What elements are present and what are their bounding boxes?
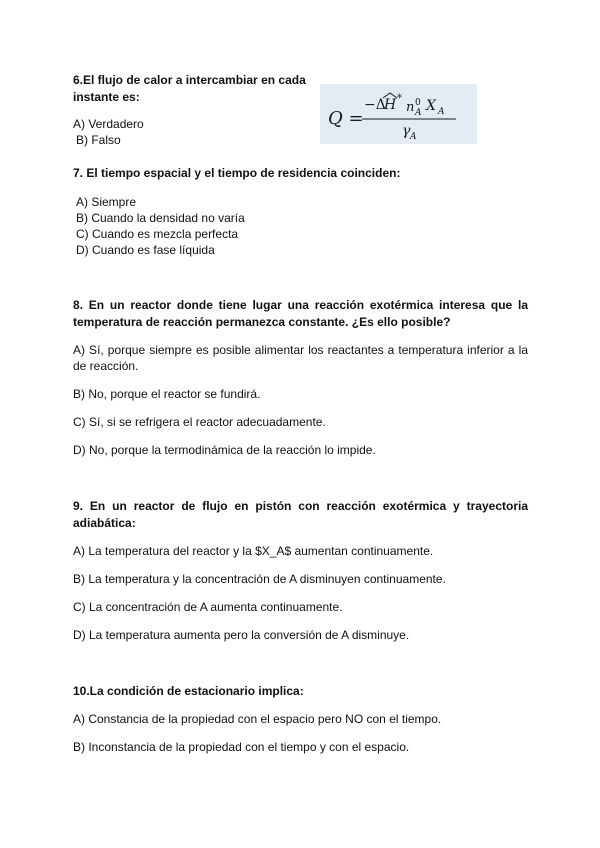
formula-n-sub: A [415,108,422,118]
question-6-option-b: B) Falso [76,133,121,147]
formula-gamma-sub: A [410,132,417,142]
question-10-option-a: A) Constancia de la propiedad con el espacio pero NO con el tiempo. [73,712,442,726]
question-6-title [73,72,323,106]
formula-star: * [397,93,402,104]
question-7-title: 7. El tiempo espacial y el tiempo de residencia coinciden: [73,166,401,180]
formula-n-sup: 0 [415,98,421,108]
question-6-title-line-2: instante es: [73,90,140,104]
formula-gamma: γ [402,123,411,139]
question-7-option-a: A) Siempre [76,195,137,209]
question-8-title: 8. En un reactor donde tiene lugar una reacción exotérmica interesa que la temperatura de reacción permanezca constante. ¿Es ello posible? [73,298,528,329]
question-8-option-a: A) Sí, porque siempre es posible alimentar los reactantes a temperatura inferior a la de reacción. [73,343,528,373]
question-9-option-d: D) La temperatura aumenta pero la conversión de A disminuye. [73,628,410,642]
heat-flow-formula-graphic [320,84,477,144]
question-8-option-c: C) Sí, si se refrigera el reactor adecuadamente. [73,415,326,429]
question-7-option-b: B) Cuando la densidad no varía [76,211,245,225]
question-10-title: 10.La condición de estacionario implica: [73,684,304,698]
formula-enthalpy: H [384,97,397,113]
question-9-option-c: C) La concentración de A aumenta continuamente. [73,600,343,614]
question-9-title: 9. En un reactor de flujo en pistón con reacción exotérmica y trayectoria adiabática: [73,499,528,530]
question-7-option-d: D) Cuando es fase líquida [76,243,215,257]
question-6-option-a: A) Verdadero [73,117,144,131]
question-8-option-d: D) No, porque la termodinámica de la reacción lo impide. [73,443,376,457]
heat-flow-formula [320,84,477,144]
question-9-option-b: B) La temperatura y la concentración de A disminuyen continuamente. [73,572,446,586]
formula-x-sub: A [438,107,445,117]
question-9-option-a: A) La temperatura del reactor y la $X_A$ aumentan continuamente. [73,544,434,558]
formula-lhs: Q = [328,108,364,129]
question-7-option-c: C) Cuando es mezcla perfecta [76,227,239,241]
formula-n: n [406,100,415,115]
formula-x: X [426,98,436,114]
question-10-option-b: B) Inconstancia de la propiedad con el tiempo y con el espacio. [73,740,410,754]
formula-minus-delta: −Δ [364,97,386,113]
question-8-option-b: B) No, porque el reactor se fundirá. [73,387,261,401]
question-6-title-line-1: 6.El flujo de calor a intercambiar en cada [73,73,306,87]
